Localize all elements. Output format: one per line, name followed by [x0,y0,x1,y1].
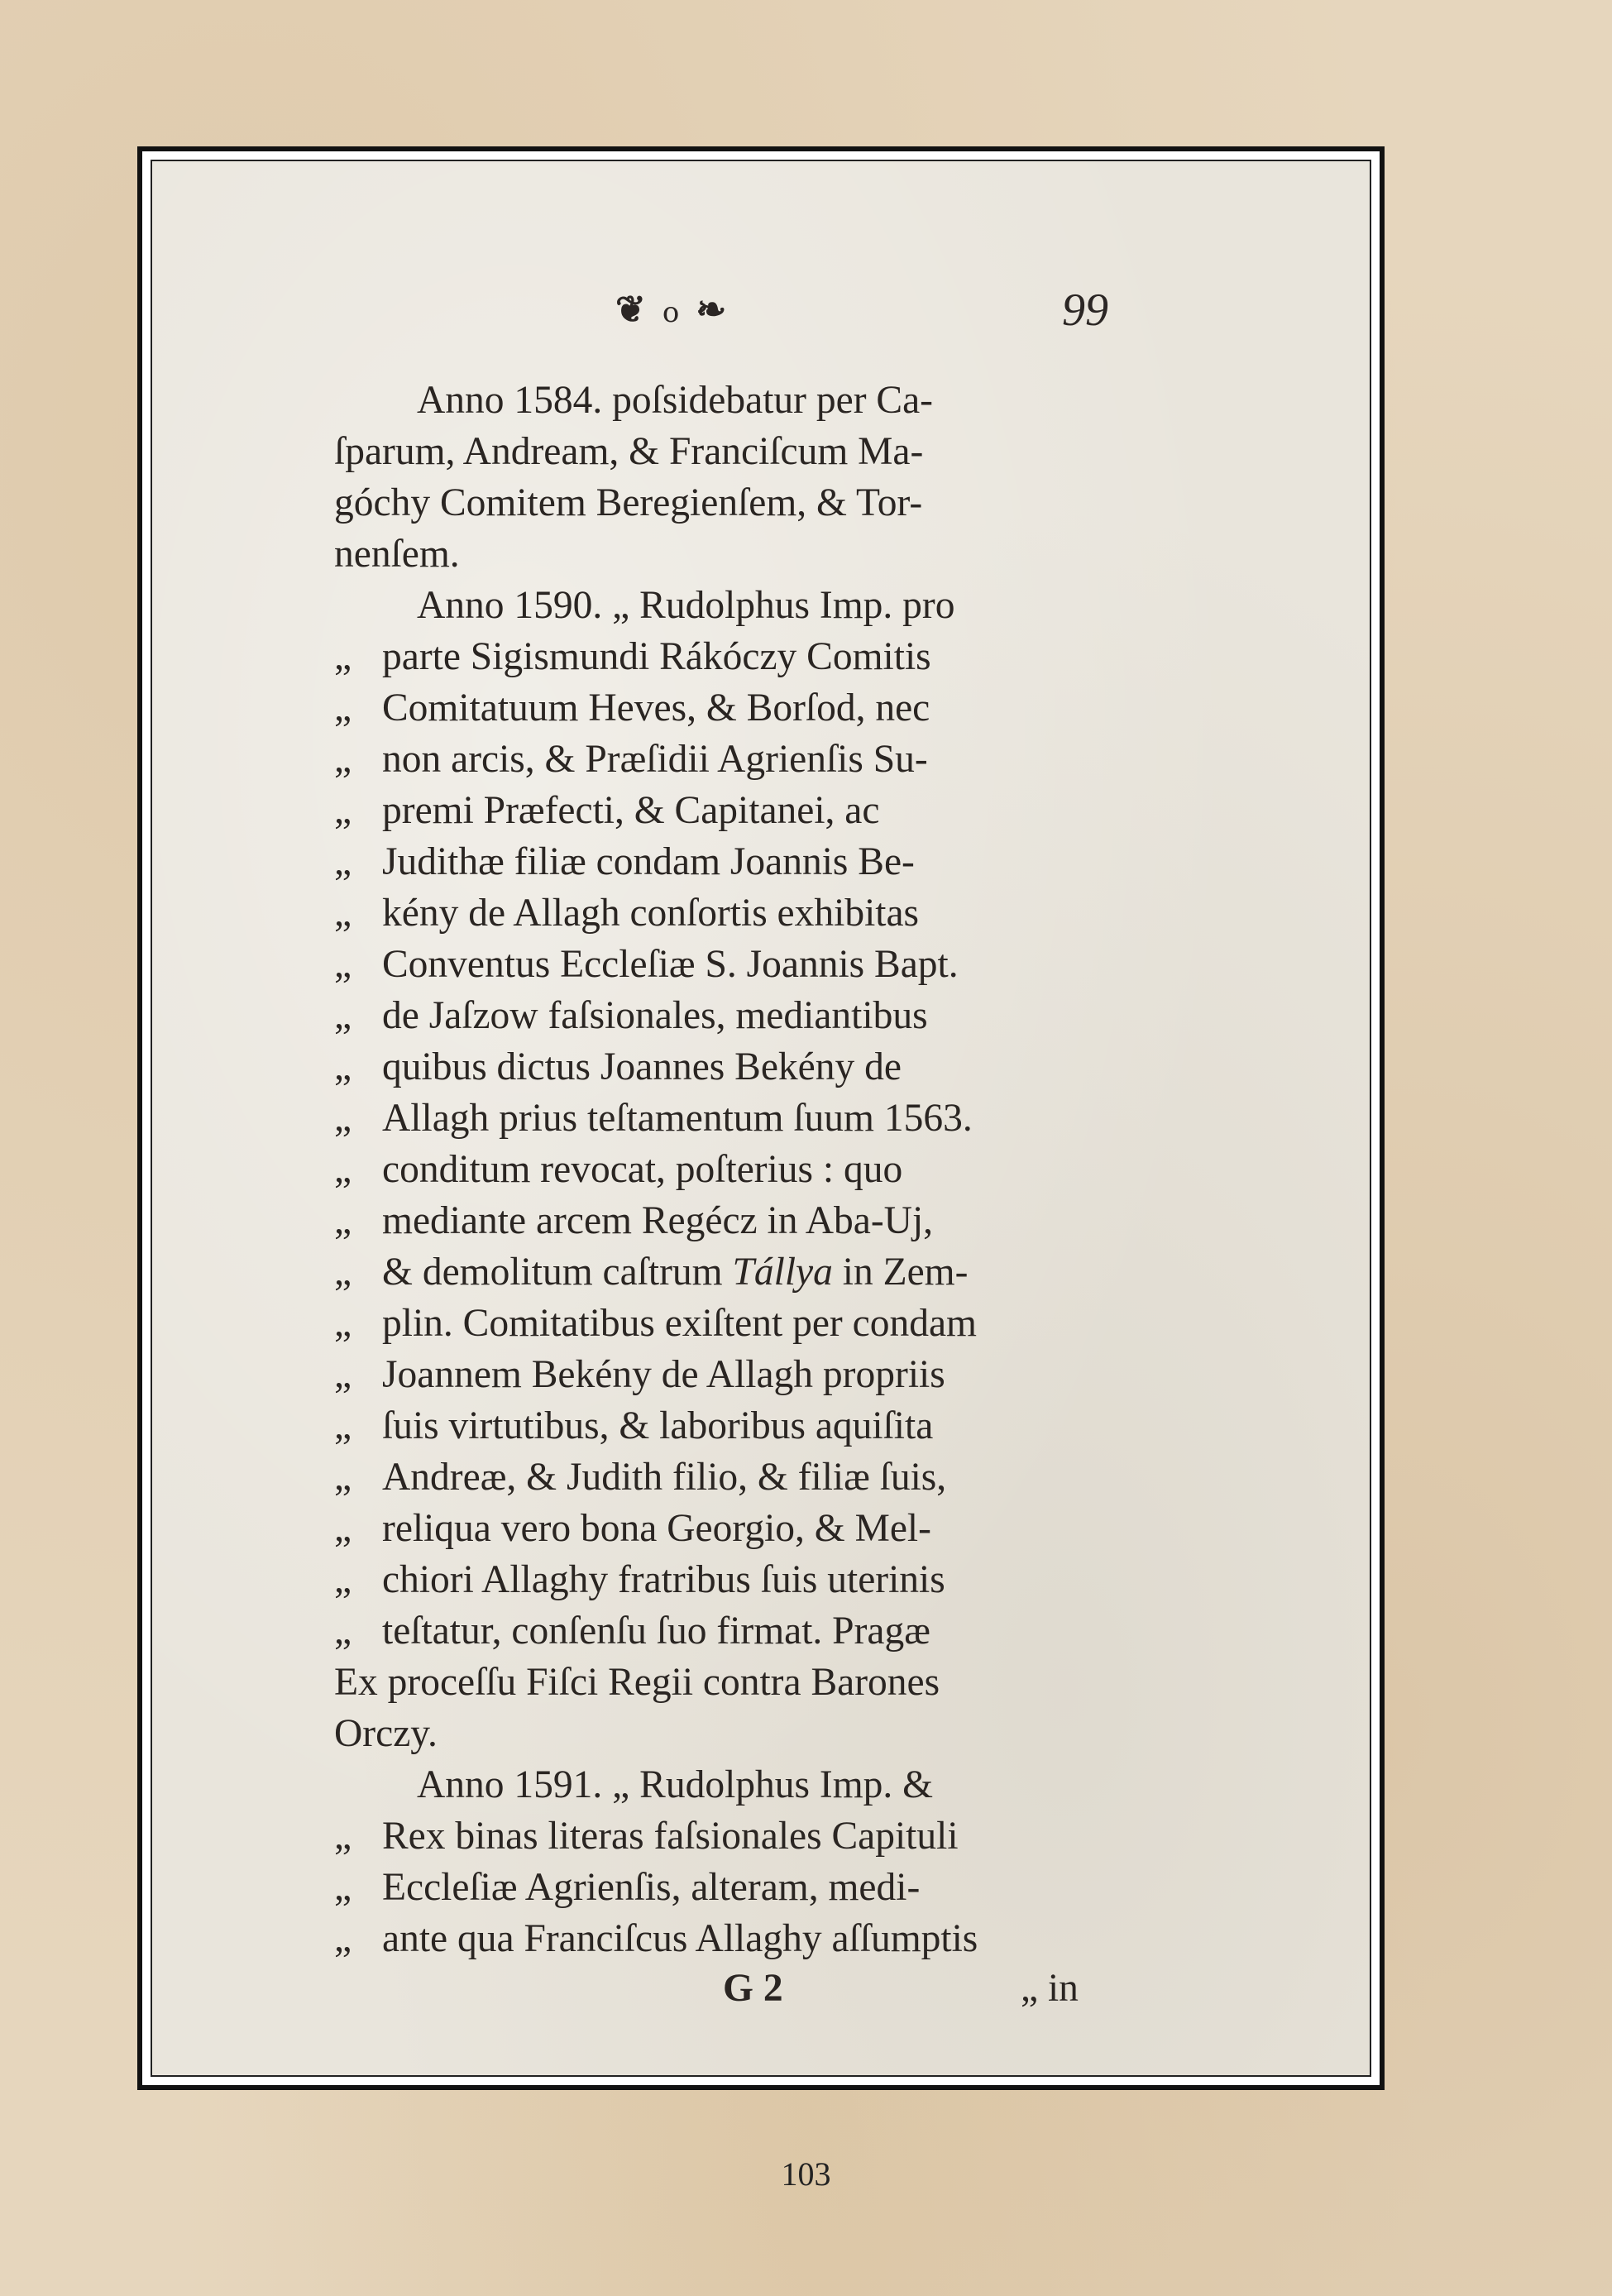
fleuron-right-icon: ❧ [696,289,732,331]
line-text: Allagh prius teſtamentum ſuum 1563. [382,1097,973,1140]
quote-mark: „ [334,1558,352,1601]
line-text: mediante arcem Regécz in Aba-Uj, [382,1199,934,1242]
text-line [334,631,1318,682]
body-text [334,375,1318,1964]
italic-place-name: Tállya [732,1251,833,1294]
line-text: ſparum, Andream, & Franciſcum Ma- [334,430,924,473]
quote-mark: „ [334,1302,352,1345]
page-frame [137,146,1385,2090]
text-line [334,1759,1318,1810]
text-line [334,1810,1318,1862]
line-text: reliqua vero bona Georgio, & Mel- [382,1507,931,1550]
text-line [334,1657,1318,1708]
line-text: Orczy. [334,1712,438,1755]
text-line [334,836,1318,887]
line-text: Anno 1590. „ Rudolphus Imp. pro [417,584,955,627]
quote-mark: „ [334,1456,352,1499]
line-text: góchy Comitem Beregienſem, & Tor- [334,481,923,524]
text-line [334,1093,1318,1144]
line-text: parte Sigismundi Rákóczy Comitis [382,635,931,678]
line-text: non arcis, & Præſidii Agrienſis Su- [382,738,928,781]
line-text: Anno 1591. „ Rudolphus Imp. & [417,1763,934,1806]
line-text: conditum revocat, poſterius : quo [382,1148,903,1191]
quote-mark: „ [334,840,352,883]
line-text: nenſem. [334,533,460,576]
quote-mark: „ [334,635,352,678]
text-line [334,1298,1318,1349]
text-line [334,1862,1318,1913]
quote-mark: „ [334,789,352,832]
text-line [334,1503,1318,1554]
line-text: Ex proceſſu Fiſci Regii contra Barones [334,1661,940,1704]
quote-mark: „ [334,1097,352,1140]
text-line [334,1452,1318,1503]
text-line [334,375,1318,426]
text-line [334,1349,1318,1400]
quote-mark: „ [334,738,352,781]
scanned-page [151,160,1371,2077]
line-text: Anno 1584. poſsidebatur per Ca- [417,379,933,422]
line-text: plin. Comitatibus exiſtent per condam [382,1302,977,1345]
text-line [334,1605,1318,1657]
fleuron-left-icon: ❦ [615,289,651,331]
line-text: Eccleſiæ Agrienſis, alteram, medi- [382,1866,921,1909]
text-line [334,1913,1318,1964]
quote-mark: „ [334,1353,352,1396]
line-text: Rex binas literas faſsionales Capituli [382,1815,959,1858]
text-line [334,939,1318,990]
line-text: quibus dictus Joannes Bekény de [382,1045,902,1088]
line-text: Judithæ filiæ condam Joannis Be- [382,840,915,883]
text-line [334,785,1318,836]
text-line [334,990,1318,1041]
quote-mark: „ [334,994,352,1037]
quote-mark: „ [334,1507,352,1550]
text-line [334,1246,1318,1298]
text-line [334,580,1318,631]
line-text: in Zem- [842,1251,969,1294]
quote-mark: „ [334,1917,352,1960]
catchword: „ in [1021,1967,1079,2010]
text-line [334,1144,1318,1195]
text-line [334,477,1318,529]
signature-mark: G 2 [723,1967,783,2010]
quote-mark: „ [334,943,352,986]
quote-mark: „ [334,1866,352,1909]
text-line [334,1400,1318,1452]
text-line [334,1195,1318,1246]
text-line [334,1554,1318,1605]
running-header [152,284,1370,350]
quote-mark: „ [334,1815,352,1858]
footer-page-number: 103 [781,2155,831,2193]
text-line [334,1708,1318,1759]
line-text: ante qua Franciſcus Allaghy aſſumptis [382,1917,978,1960]
line-text: Joannem Bekény de Allagh propriis [382,1353,945,1396]
quote-mark: „ [334,1404,352,1447]
text-line [334,682,1318,734]
quote-mark: „ [334,1610,352,1653]
line-text: premi Præfecti, & Capitanei, ac [382,789,880,832]
quote-mark: „ [334,892,352,935]
line-text: teſtatur, conſenſu ſuo firmat. Pragæ [382,1610,930,1653]
line-text: & demolitum caſtrum [382,1251,723,1294]
text-line [334,426,1318,477]
original-page-number: 99 [1062,285,1108,336]
line-text: chiori Allaghy fratribus ſuis uterinis [382,1558,945,1601]
quote-mark: „ [334,1251,352,1294]
line-text: Andreæ, & Judith filio, & filiæ ſuis, [382,1456,947,1499]
line-text: kény de Allagh conſortis exhibitas [382,892,920,935]
line-text: Conventus Eccleſiæ S. Joannis Bapt. [382,943,959,986]
line-text: Comitatuum Heves, & Borſod, nec [382,686,930,729]
quote-mark: „ [334,1148,352,1191]
signature-row [152,1966,1370,2016]
ornament-center: o [662,296,685,329]
quote-mark: „ [334,686,352,729]
quote-mark: „ [334,1045,352,1088]
text-line [334,1041,1318,1093]
quote-mark: „ [334,1199,352,1242]
line-text: ſuis virtutibus, & laboribus aquiſita [382,1404,934,1447]
text-line [334,529,1318,580]
text-line [334,734,1318,785]
header-ornament [615,289,731,331]
text-line [334,887,1318,939]
line-text: de Jaſzow faſsionales, mediantibus [382,994,928,1037]
